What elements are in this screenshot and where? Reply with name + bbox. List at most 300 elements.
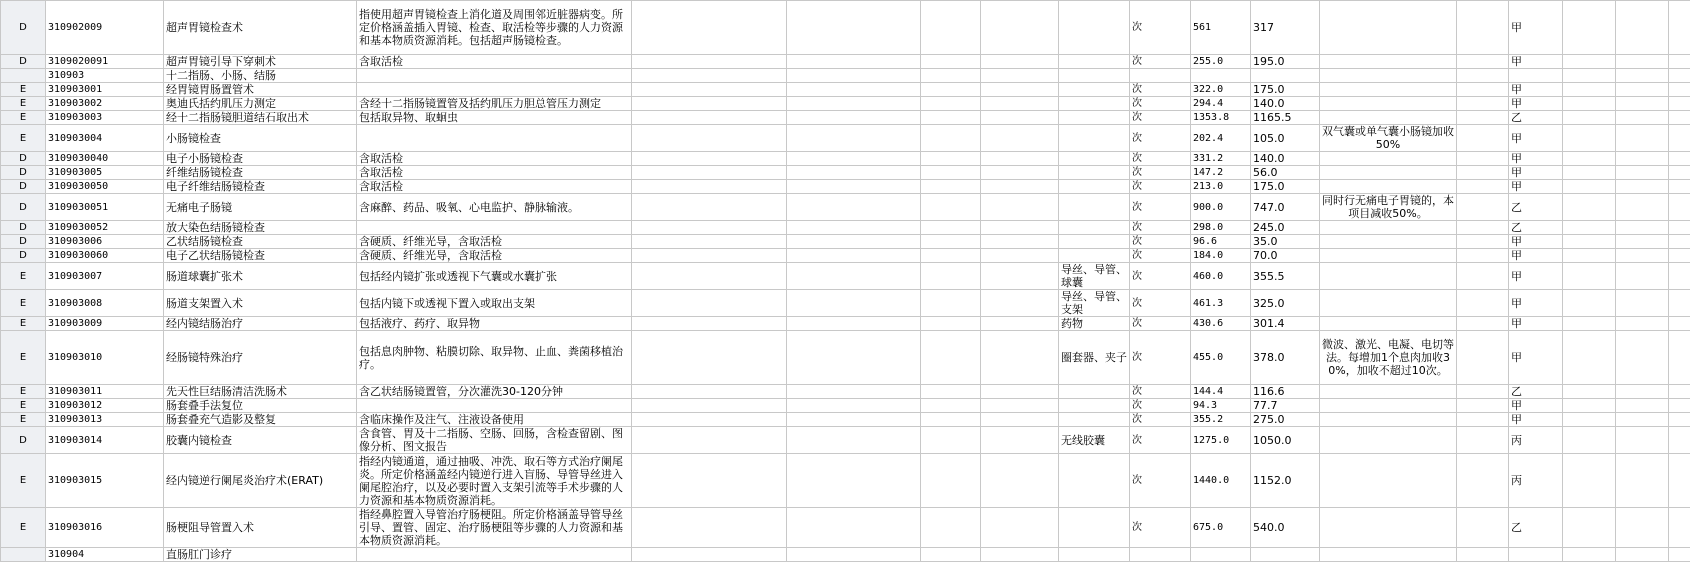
level-cell[interactable]: E	[1, 83, 46, 97]
excluded-items-cell[interactable]	[1059, 235, 1130, 249]
code-cell[interactable]: 310903012	[46, 399, 164, 413]
level-cell[interactable]: E	[1, 317, 46, 331]
price-cell[interactable]: 430.6	[1191, 317, 1251, 331]
code-cell[interactable]: 310903010	[46, 331, 164, 385]
blank-cell[interactable]	[981, 427, 1059, 454]
blank-cell[interactable]	[1616, 235, 1669, 249]
name-cell[interactable]: 经内镜结肠治疗	[164, 317, 357, 331]
blank-cell[interactable]	[981, 194, 1059, 221]
price-cell[interactable]: 184.0	[1191, 249, 1251, 263]
note-cell[interactable]	[1320, 548, 1457, 562]
name-cell[interactable]: 肠道球囊扩张术	[164, 263, 357, 290]
level-cell[interactable]: E	[1, 331, 46, 385]
blank-cell[interactable]	[632, 399, 787, 413]
excluded-items-cell[interactable]	[1059, 385, 1130, 399]
code-cell[interactable]: 310902009	[46, 1, 164, 55]
level-cell[interactable]: D	[1, 235, 46, 249]
name-cell[interactable]: 肠套叠手法复位	[164, 399, 357, 413]
category-cell[interactable]: 甲	[1509, 152, 1563, 166]
code-cell[interactable]: 310903013	[46, 413, 164, 427]
price-cell[interactable]: 202.4	[1191, 125, 1251, 152]
blank-cell[interactable]	[787, 152, 921, 166]
excluded-items-cell[interactable]	[1059, 399, 1130, 413]
code-cell[interactable]: 3109030052	[46, 221, 164, 235]
price-cell[interactable]: 175.0	[1251, 180, 1320, 194]
blank-cell[interactable]	[1457, 55, 1509, 69]
category-cell[interactable]: 甲	[1509, 263, 1563, 290]
blank-cell[interactable]	[921, 125, 981, 152]
price-cell[interactable]: 1165.5	[1251, 111, 1320, 125]
blank-cell[interactable]	[1669, 331, 1690, 385]
blank-cell[interactable]	[981, 548, 1059, 562]
code-cell[interactable]: 310903004	[46, 125, 164, 152]
blank-cell[interactable]	[1563, 290, 1616, 317]
blank-cell[interactable]	[1563, 317, 1616, 331]
blank-cell[interactable]	[787, 290, 921, 317]
note-cell[interactable]	[1320, 385, 1457, 399]
price-cell[interactable]	[1251, 69, 1320, 83]
blank-cell[interactable]	[1457, 152, 1509, 166]
blank-cell[interactable]	[1616, 454, 1669, 508]
blank-cell[interactable]	[1669, 1, 1690, 55]
category-cell[interactable]: 甲	[1509, 249, 1563, 263]
excluded-items-cell[interactable]	[1059, 454, 1130, 508]
blank-cell[interactable]	[1669, 83, 1690, 97]
excluded-items-cell[interactable]	[1059, 413, 1130, 427]
price-cell[interactable]: 322.0	[1191, 83, 1251, 97]
blank-cell[interactable]	[1563, 235, 1616, 249]
note-cell[interactable]	[1320, 263, 1457, 290]
description-cell[interactable]: 包括内镜下或透视下置入或取出支架	[357, 290, 632, 317]
name-cell[interactable]: 小肠镜检查	[164, 125, 357, 152]
blank-cell[interactable]	[1616, 385, 1669, 399]
unit-cell[interactable]: 次	[1130, 194, 1191, 221]
blank-cell[interactable]	[981, 263, 1059, 290]
level-cell[interactable]: E	[1, 399, 46, 413]
level-cell[interactable]: D	[1, 166, 46, 180]
description-cell[interactable]: 包括息肉肿物、粘膜切除、取异物、止血、粪菌移植治疗。	[357, 331, 632, 385]
price-cell[interactable]: 747.0	[1251, 194, 1320, 221]
price-cell[interactable]: 94.3	[1191, 399, 1251, 413]
excluded-items-cell[interactable]	[1059, 180, 1130, 194]
code-cell[interactable]: 3109030050	[46, 180, 164, 194]
blank-cell[interactable]	[981, 55, 1059, 69]
blank-cell[interactable]	[787, 508, 921, 548]
description-cell[interactable]	[357, 69, 632, 83]
blank-cell[interactable]	[1669, 180, 1690, 194]
blank-cell[interactable]	[921, 317, 981, 331]
note-cell[interactable]	[1320, 413, 1457, 427]
price-cell[interactable]: 460.0	[1191, 263, 1251, 290]
blank-cell[interactable]	[787, 427, 921, 454]
blank-cell[interactable]	[1616, 317, 1669, 331]
blank-cell[interactable]	[981, 166, 1059, 180]
blank-cell[interactable]	[921, 385, 981, 399]
category-cell[interactable]	[1509, 548, 1563, 562]
blank-cell[interactable]	[1616, 331, 1669, 385]
blank-cell[interactable]	[921, 548, 981, 562]
price-cell[interactable]: 331.2	[1191, 152, 1251, 166]
excluded-items-cell[interactable]	[1059, 1, 1130, 55]
excluded-items-cell[interactable]	[1059, 249, 1130, 263]
blank-cell[interactable]	[1616, 508, 1669, 548]
price-cell[interactable]: 1275.0	[1191, 427, 1251, 454]
blank-cell[interactable]	[921, 166, 981, 180]
blank-cell[interactable]	[921, 331, 981, 385]
blank-cell[interactable]	[1669, 111, 1690, 125]
blank-cell[interactable]	[787, 194, 921, 221]
unit-cell[interactable]: 次	[1130, 166, 1191, 180]
level-cell[interactable]: E	[1, 263, 46, 290]
description-cell[interactable]: 含硬质、纤维光导，含取活检	[357, 235, 632, 249]
blank-cell[interactable]	[921, 152, 981, 166]
blank-cell[interactable]	[787, 221, 921, 235]
blank-cell[interactable]	[981, 111, 1059, 125]
blank-cell[interactable]	[1616, 548, 1669, 562]
level-cell[interactable]: D	[1, 427, 46, 454]
name-cell[interactable]: 纤维结肠镜检查	[164, 166, 357, 180]
blank-cell[interactable]	[981, 83, 1059, 97]
blank-cell[interactable]	[1457, 249, 1509, 263]
blank-cell[interactable]	[787, 454, 921, 508]
code-cell[interactable]: 310903016	[46, 508, 164, 548]
blank-cell[interactable]	[1616, 290, 1669, 317]
blank-cell[interactable]	[1669, 508, 1690, 548]
blank-cell[interactable]	[1616, 152, 1669, 166]
description-cell[interactable]: 含取活检	[357, 180, 632, 194]
description-cell[interactable]: 包括取异物、取蛔虫	[357, 111, 632, 125]
blank-cell[interactable]	[921, 221, 981, 235]
blank-cell[interactable]	[1616, 263, 1669, 290]
level-cell[interactable]	[1, 69, 46, 83]
blank-cell[interactable]	[981, 152, 1059, 166]
price-cell[interactable]: 294.4	[1191, 97, 1251, 111]
category-cell[interactable]: 甲	[1509, 399, 1563, 413]
blank-cell[interactable]	[1669, 69, 1690, 83]
price-cell[interactable]: 56.0	[1251, 166, 1320, 180]
unit-cell[interactable]: 次	[1130, 125, 1191, 152]
blank-cell[interactable]	[632, 83, 787, 97]
blank-cell[interactable]	[1616, 111, 1669, 125]
code-cell[interactable]: 3109030040	[46, 152, 164, 166]
blank-cell[interactable]	[1563, 83, 1616, 97]
blank-cell[interactable]	[1669, 413, 1690, 427]
blank-cell[interactable]	[787, 385, 921, 399]
price-cell[interactable]: 455.0	[1191, 331, 1251, 385]
note-cell[interactable]	[1320, 1, 1457, 55]
excluded-items-cell[interactable]	[1059, 166, 1130, 180]
blank-cell[interactable]	[1457, 111, 1509, 125]
name-cell[interactable]: 肠套叠充气造影及整复	[164, 413, 357, 427]
code-cell[interactable]: 310903011	[46, 385, 164, 399]
unit-cell[interactable]: 次	[1130, 399, 1191, 413]
blank-cell[interactable]	[632, 97, 787, 111]
blank-cell[interactable]	[1669, 97, 1690, 111]
description-cell[interactable]: 含取活检	[357, 166, 632, 180]
code-cell[interactable]: 310903014	[46, 427, 164, 454]
name-cell[interactable]: 肠道支架置入术	[164, 290, 357, 317]
blank-cell[interactable]	[632, 331, 787, 385]
price-cell[interactable]: 301.4	[1251, 317, 1320, 331]
code-cell[interactable]: 310903002	[46, 97, 164, 111]
blank-cell[interactable]	[1616, 125, 1669, 152]
price-cell[interactable]: 325.0	[1251, 290, 1320, 317]
blank-cell[interactable]	[1457, 180, 1509, 194]
price-cell[interactable]: 140.0	[1251, 97, 1320, 111]
category-cell[interactable]: 甲	[1509, 180, 1563, 194]
blank-cell[interactable]	[632, 290, 787, 317]
blank-cell[interactable]	[921, 180, 981, 194]
unit-cell[interactable]: 次	[1130, 235, 1191, 249]
blank-cell[interactable]	[1457, 97, 1509, 111]
blank-cell[interactable]	[1563, 399, 1616, 413]
price-cell[interactable]: 213.0	[1191, 180, 1251, 194]
price-cell[interactable]: 355.2	[1191, 413, 1251, 427]
blank-cell[interactable]	[1563, 1, 1616, 55]
blank-cell[interactable]	[1457, 69, 1509, 83]
blank-cell[interactable]	[1457, 454, 1509, 508]
category-cell[interactable]: 甲	[1509, 1, 1563, 55]
level-cell[interactable]: E	[1, 97, 46, 111]
blank-cell[interactable]	[921, 69, 981, 83]
price-cell[interactable]: 540.0	[1251, 508, 1320, 548]
price-cell[interactable]: 245.0	[1251, 221, 1320, 235]
blank-cell[interactable]	[981, 221, 1059, 235]
blank-cell[interactable]	[1457, 385, 1509, 399]
blank-cell[interactable]	[632, 194, 787, 221]
blank-cell[interactable]	[632, 235, 787, 249]
description-cell[interactable]: 指经鼻腔置入导管治疗肠梗阻。所定价格涵盖导管导丝引导、置管、固定、治疗肠梗阻等步骤的人力资源和基本物质资源消耗。	[357, 508, 632, 548]
name-cell[interactable]: 经肠镜特殊治疗	[164, 331, 357, 385]
blank-cell[interactable]	[1563, 55, 1616, 69]
blank-cell[interactable]	[1563, 69, 1616, 83]
code-cell[interactable]: 310903008	[46, 290, 164, 317]
unit-cell[interactable]: 次	[1130, 290, 1191, 317]
blank-cell[interactable]	[981, 317, 1059, 331]
blank-cell[interactable]	[921, 235, 981, 249]
blank-cell[interactable]	[1563, 180, 1616, 194]
level-cell[interactable]: E	[1, 290, 46, 317]
blank-cell[interactable]	[1616, 194, 1669, 221]
blank-cell[interactable]	[981, 97, 1059, 111]
note-cell[interactable]	[1320, 166, 1457, 180]
blank-cell[interactable]	[787, 249, 921, 263]
blank-cell[interactable]	[1616, 427, 1669, 454]
blank-cell[interactable]	[921, 413, 981, 427]
level-cell[interactable]: D	[1, 221, 46, 235]
blank-cell[interactable]	[1563, 249, 1616, 263]
blank-cell[interactable]	[921, 427, 981, 454]
category-cell[interactable]: 甲	[1509, 125, 1563, 152]
blank-cell[interactable]	[632, 317, 787, 331]
blank-cell[interactable]	[921, 97, 981, 111]
description-cell[interactable]: 含临床操作及注气、注液设备使用	[357, 413, 632, 427]
blank-cell[interactable]	[632, 166, 787, 180]
category-cell[interactable]: 甲	[1509, 317, 1563, 331]
excluded-items-cell[interactable]	[1059, 194, 1130, 221]
blank-cell[interactable]	[632, 548, 787, 562]
blank-cell[interactable]	[632, 55, 787, 69]
blank-cell[interactable]	[981, 180, 1059, 194]
blank-cell[interactable]	[1457, 413, 1509, 427]
description-cell[interactable]	[357, 548, 632, 562]
blank-cell[interactable]	[632, 508, 787, 548]
category-cell[interactable]: 乙	[1509, 385, 1563, 399]
code-cell[interactable]: 310903001	[46, 83, 164, 97]
level-cell[interactable]: D	[1, 152, 46, 166]
blank-cell[interactable]	[981, 235, 1059, 249]
blank-cell[interactable]	[1669, 125, 1690, 152]
category-cell[interactable]: 乙	[1509, 221, 1563, 235]
name-cell[interactable]: 乙状结肠镜检查	[164, 235, 357, 249]
blank-cell[interactable]	[1563, 97, 1616, 111]
blank-cell[interactable]	[1616, 399, 1669, 413]
category-cell[interactable]: 乙	[1509, 508, 1563, 548]
price-cell[interactable]: 1152.0	[1251, 454, 1320, 508]
blank-cell[interactable]	[1616, 166, 1669, 180]
code-cell[interactable]: 3109020091	[46, 55, 164, 69]
excluded-items-cell[interactable]: 导丝、导管、球囊	[1059, 263, 1130, 290]
level-cell[interactable]: D	[1, 194, 46, 221]
blank-cell[interactable]	[1457, 548, 1509, 562]
blank-cell[interactable]	[1616, 180, 1669, 194]
blank-cell[interactable]	[787, 125, 921, 152]
level-cell[interactable]: E	[1, 454, 46, 508]
blank-cell[interactable]	[1669, 152, 1690, 166]
code-cell[interactable]: 310903	[46, 69, 164, 83]
blank-cell[interactable]	[632, 125, 787, 152]
blank-cell[interactable]	[1563, 548, 1616, 562]
price-cell[interactable]: 96.6	[1191, 235, 1251, 249]
blank-cell[interactable]	[1669, 249, 1690, 263]
excluded-items-cell[interactable]: 圈套器、夹子	[1059, 331, 1130, 385]
price-cell[interactable]: 70.0	[1251, 249, 1320, 263]
blank-cell[interactable]	[787, 111, 921, 125]
category-cell[interactable]: 丙	[1509, 427, 1563, 454]
blank-cell[interactable]	[1457, 317, 1509, 331]
blank-cell[interactable]	[1457, 508, 1509, 548]
blank-cell[interactable]	[981, 290, 1059, 317]
blank-cell[interactable]	[1669, 385, 1690, 399]
blank-cell[interactable]	[1616, 221, 1669, 235]
excluded-items-cell[interactable]	[1059, 55, 1130, 69]
price-cell[interactable]: 461.3	[1191, 290, 1251, 317]
blank-cell[interactable]	[1669, 194, 1690, 221]
excluded-items-cell[interactable]	[1059, 97, 1130, 111]
blank-cell[interactable]	[1563, 194, 1616, 221]
blank-cell[interactable]	[632, 221, 787, 235]
category-cell[interactable]: 乙	[1509, 194, 1563, 221]
blank-cell[interactable]	[921, 1, 981, 55]
name-cell[interactable]: 放大染色结肠镜检查	[164, 221, 357, 235]
price-cell[interactable]: 355.5	[1251, 263, 1320, 290]
blank-cell[interactable]	[921, 111, 981, 125]
blank-cell[interactable]	[921, 454, 981, 508]
category-cell[interactable]: 甲	[1509, 235, 1563, 249]
price-cell[interactable]	[1191, 69, 1251, 83]
note-cell[interactable]	[1320, 235, 1457, 249]
name-cell[interactable]: 十二指肠、小肠、结肠	[164, 69, 357, 83]
blank-cell[interactable]	[1669, 454, 1690, 508]
blank-cell[interactable]	[1563, 111, 1616, 125]
blank-cell[interactable]	[632, 454, 787, 508]
unit-cell[interactable]: 次	[1130, 152, 1191, 166]
blank-cell[interactable]	[1669, 235, 1690, 249]
blank-cell[interactable]	[632, 69, 787, 83]
price-cell[interactable]: 175.0	[1251, 83, 1320, 97]
blank-cell[interactable]	[787, 263, 921, 290]
level-cell[interactable]: D	[1, 180, 46, 194]
code-cell[interactable]: 3109030051	[46, 194, 164, 221]
blank-cell[interactable]	[787, 399, 921, 413]
blank-cell[interactable]	[921, 194, 981, 221]
excluded-items-cell[interactable]	[1059, 125, 1130, 152]
excluded-items-cell[interactable]: 药物	[1059, 317, 1130, 331]
excluded-items-cell[interactable]	[1059, 111, 1130, 125]
blank-cell[interactable]	[787, 166, 921, 180]
description-cell[interactable]	[357, 221, 632, 235]
name-cell[interactable]: 先天性巨结肠清洁洗肠术	[164, 385, 357, 399]
excluded-items-cell[interactable]	[1059, 508, 1130, 548]
category-cell[interactable]: 甲	[1509, 413, 1563, 427]
note-cell[interactable]	[1320, 399, 1457, 413]
description-cell[interactable]	[357, 399, 632, 413]
blank-cell[interactable]	[1616, 69, 1669, 83]
price-cell[interactable]: 147.2	[1191, 166, 1251, 180]
unit-cell[interactable]: 次	[1130, 1, 1191, 55]
level-cell[interactable]: E	[1, 385, 46, 399]
description-cell[interactable]: 含乙状结肠镜置管，分次灌洗30-120分钟	[357, 385, 632, 399]
blank-cell[interactable]	[921, 263, 981, 290]
price-cell[interactable]: 1353.8	[1191, 111, 1251, 125]
description-cell[interactable]: 包括经内镜扩张或透视下气囊或水囊扩张	[357, 263, 632, 290]
blank-cell[interactable]	[1616, 97, 1669, 111]
blank-cell[interactable]	[1563, 263, 1616, 290]
category-cell[interactable]: 丙	[1509, 454, 1563, 508]
blank-cell[interactable]	[1563, 427, 1616, 454]
excluded-items-cell[interactable]	[1059, 69, 1130, 83]
category-cell[interactable]: 甲	[1509, 97, 1563, 111]
level-cell[interactable]: D	[1, 249, 46, 263]
blank-cell[interactable]	[921, 508, 981, 548]
description-cell[interactable]: 含经十二指肠镜置管及括约肌压力胆总管压力测定	[357, 97, 632, 111]
blank-cell[interactable]	[1669, 221, 1690, 235]
excluded-items-cell[interactable]	[1059, 83, 1130, 97]
blank-cell[interactable]	[787, 83, 921, 97]
description-cell[interactable]: 含取活检	[357, 55, 632, 69]
price-cell[interactable]: 378.0	[1251, 331, 1320, 385]
code-cell[interactable]: 310903009	[46, 317, 164, 331]
code-cell[interactable]: 310903003	[46, 111, 164, 125]
unit-cell[interactable]: 次	[1130, 263, 1191, 290]
note-cell[interactable]	[1320, 83, 1457, 97]
excluded-items-cell[interactable]: 导丝、导管、支架	[1059, 290, 1130, 317]
name-cell[interactable]: 奥迪氏括约肌压力测定	[164, 97, 357, 111]
excluded-items-cell[interactable]	[1059, 221, 1130, 235]
blank-cell[interactable]	[1669, 317, 1690, 331]
blank-cell[interactable]	[981, 331, 1059, 385]
price-cell[interactable]: 116.6	[1251, 385, 1320, 399]
blank-cell[interactable]	[981, 399, 1059, 413]
blank-cell[interactable]	[1457, 331, 1509, 385]
category-cell[interactable]: 甲	[1509, 55, 1563, 69]
level-cell[interactable]: E	[1, 413, 46, 427]
name-cell[interactable]: 超声胃镜检查术	[164, 1, 357, 55]
blank-cell[interactable]	[787, 331, 921, 385]
blank-cell[interactable]	[1669, 427, 1690, 454]
blank-cell[interactable]	[1563, 152, 1616, 166]
description-cell[interactable]	[357, 83, 632, 97]
